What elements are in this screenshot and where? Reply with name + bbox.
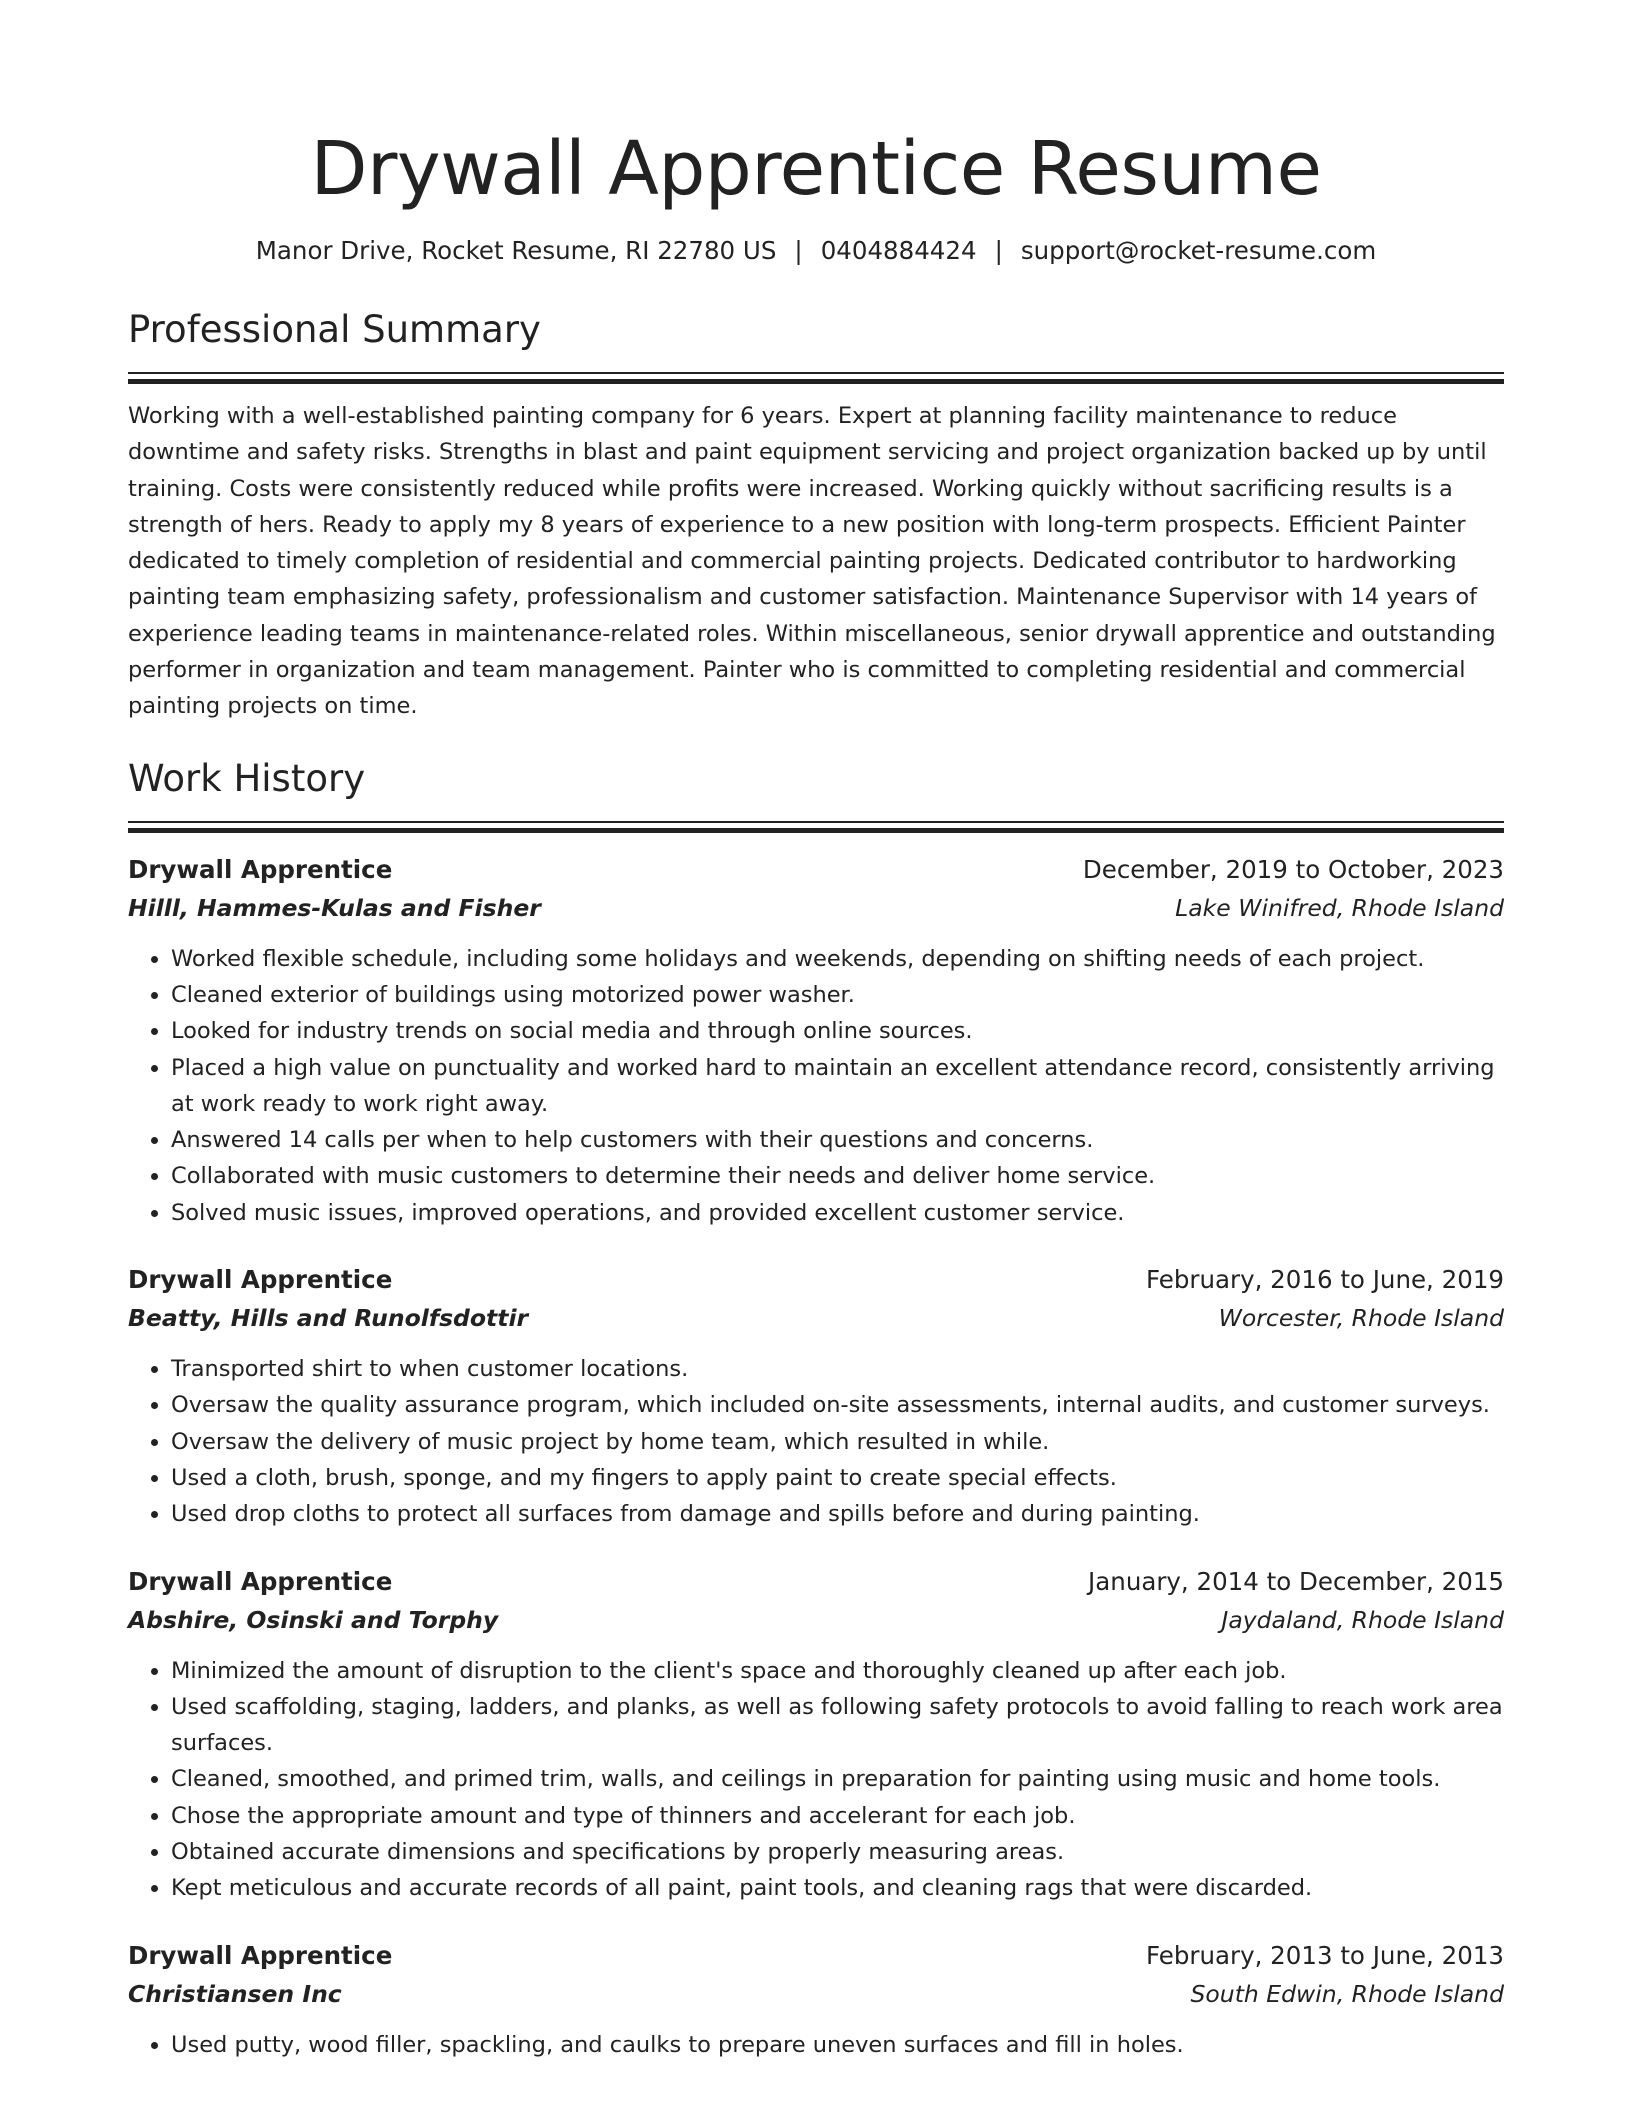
- list-item: • Looked for industry trends on social media and through online sources.: [171, 1013, 1504, 1049]
- professional-summary-section: [128, 306, 1504, 725]
- list-item: • Placed a high value on punctuality and worked hard to maintain an excellent attendance record, consistently arriving at work ready to work right away.: [171, 1050, 1504, 1123]
- job-header-row: [128, 1937, 1504, 1975]
- list-item: • Answered 14 calls per when to help customers with their questions and concerns.: [171, 1122, 1504, 1158]
- list-item: • Worked flexible schedule, including some holidays and weekends, depending on shifting needs of each project.: [171, 941, 1504, 977]
- job-header-row: [128, 851, 1504, 889]
- job-title: Drywall Apprentice: [128, 1940, 393, 1970]
- list-item: • Cleaned, smoothed, and primed trim, walls, and ceilings in preparation for painting using music and home tools.: [171, 1761, 1504, 1797]
- list-item: • Used scaffolding, staging, ladders, and planks, as well as following safety protocols to avoid falling to reach work area surfaces.: [171, 1689, 1504, 1762]
- contact-email: support@rocket-resume.com: [1020, 236, 1377, 265]
- job-dates: January, 2014 to December, 2015: [1088, 1566, 1504, 1596]
- job-dates: February, 2016 to June, 2019: [1146, 1265, 1504, 1295]
- job-company-row: [128, 1299, 1504, 1337]
- summary-text: Working with a well-established painting company for 6 years. Expert at planning facility maintenance to reduce downtime and safety risks. Strengths in blast and paint equipment servicing and project organization backed up by until training. Costs were consistently reduced while profits were increased. Working quickly without sacrificing results is a strength of hers. Ready to apply my 8 years of experience to a new position with long-term prospects. Efficient Painter dedicated to timely completion of residential and commercial painting projects. Dedicated contributor to hardworking painting team emphasizing safety, professionalism and customer satisfaction. Maintenance Supervisor with 14 years of experience leading teams in maintenance-related roles. Within miscellaneous, senior drywall apprentice and outstanding performer in organization and team management. Painter who is committed to completing residential and commercial painting projects on time.: [128, 403, 1496, 720]
- contact-address: Manor Drive, Rocket Resume, RI 22780 US: [255, 236, 777, 265]
- list-item: • Collaborated with music customers to determine their needs and deliver home service.: [171, 1158, 1504, 1194]
- job-dates: December, 2019 to October, 2023: [1082, 854, 1504, 884]
- job-location: South Edwin, Rhode Island: [1190, 1979, 1504, 2008]
- job-location: Worcester, Rhode Island: [1218, 1304, 1504, 1333]
- job-company: Hilll, Hammes-Kulas and Fisher: [128, 893, 541, 922]
- job-company: Christiansen Inc: [128, 1979, 342, 2008]
- list-item: • Obtained accurate dimensions and specifications by properly measuring areas.: [171, 1834, 1504, 1870]
- list-item: • Oversaw the delivery of music project by home team, which resulted in while.: [171, 1424, 1504, 1460]
- job-header-row: [128, 1261, 1504, 1299]
- list-item: • Used putty, wood filler, spackling, and caulks to prepare uneven surfaces and fill in holes.: [171, 2027, 1504, 2063]
- job-entry: [128, 851, 1504, 1231]
- job-title: Drywall Apprentice: [128, 1566, 393, 1596]
- section-heading: Work History: [128, 756, 366, 800]
- job-title: Drywall Apprentice: [128, 854, 393, 884]
- job-dates: February, 2013 to June, 2013: [1146, 1940, 1504, 1970]
- list-item: • Minimized the amount of disruption to the client's space and thoroughly cleaned up after each job.: [171, 1653, 1504, 1689]
- list-item: • Solved music issues, improved operations, and provided excellent customer service.: [171, 1195, 1504, 1231]
- list-item: • Used a cloth, brush, sponge, and my fingers to apply paint to create special effects.: [171, 1460, 1504, 1496]
- job-title: Drywall Apprentice: [128, 1265, 393, 1295]
- list-item: • Cleaned exterior of buildings using motorized power washer.: [171, 977, 1504, 1013]
- job-entry: [128, 1563, 1504, 1907]
- job-entry: [128, 1937, 1504, 2063]
- section-divider: [128, 372, 1504, 386]
- list-item: • Oversaw the quality assurance program, which included on-site assessments, internal audits, and customer surveys.: [171, 1387, 1504, 1423]
- job-header-row: [128, 1563, 1504, 1601]
- work-history-section: [128, 755, 1504, 2063]
- job-bullets: [128, 941, 1504, 1231]
- contact-separator: |: [994, 236, 1003, 265]
- job-bullets: [128, 2027, 1504, 2063]
- job-company-row: [128, 889, 1504, 927]
- job-bullets: [128, 1653, 1504, 1907]
- job-location: Jaydaland, Rhode Island: [1221, 1605, 1504, 1634]
- job-company-row: [128, 1601, 1504, 1639]
- job-bullets: [128, 1351, 1504, 1532]
- section-heading: Professional Summary: [128, 308, 541, 351]
- list-item: • Used drop cloths to protect all surfaces from damage and spills before and during painting.: [171, 1496, 1504, 1532]
- contact-line: [128, 234, 1504, 268]
- list-item: • Transported shirt to when customer locations.: [171, 1351, 1504, 1387]
- list-item: • Kept meticulous and accurate records of all paint, paint tools, and cleaning rags that were discarded.: [171, 1870, 1504, 1906]
- resume-title: Drywall Apprentice Resume: [310, 126, 1322, 212]
- list-item: • Chose the appropriate amount and type of thinners and accelerant for each job.: [171, 1798, 1504, 1834]
- job-company-row: [128, 1975, 1504, 2013]
- contact-separator: |: [794, 236, 803, 265]
- job-location: Lake Winifred, Rhode Island: [1175, 893, 1504, 922]
- section-divider: [128, 821, 1504, 835]
- job-company: Abshire, Osinski and Torphy: [128, 1605, 499, 1634]
- job-company: Beatty, Hills and Runolfsdottir: [128, 1304, 529, 1333]
- contact-phone: 0404884424: [820, 236, 977, 265]
- job-entry: [128, 1261, 1504, 1532]
